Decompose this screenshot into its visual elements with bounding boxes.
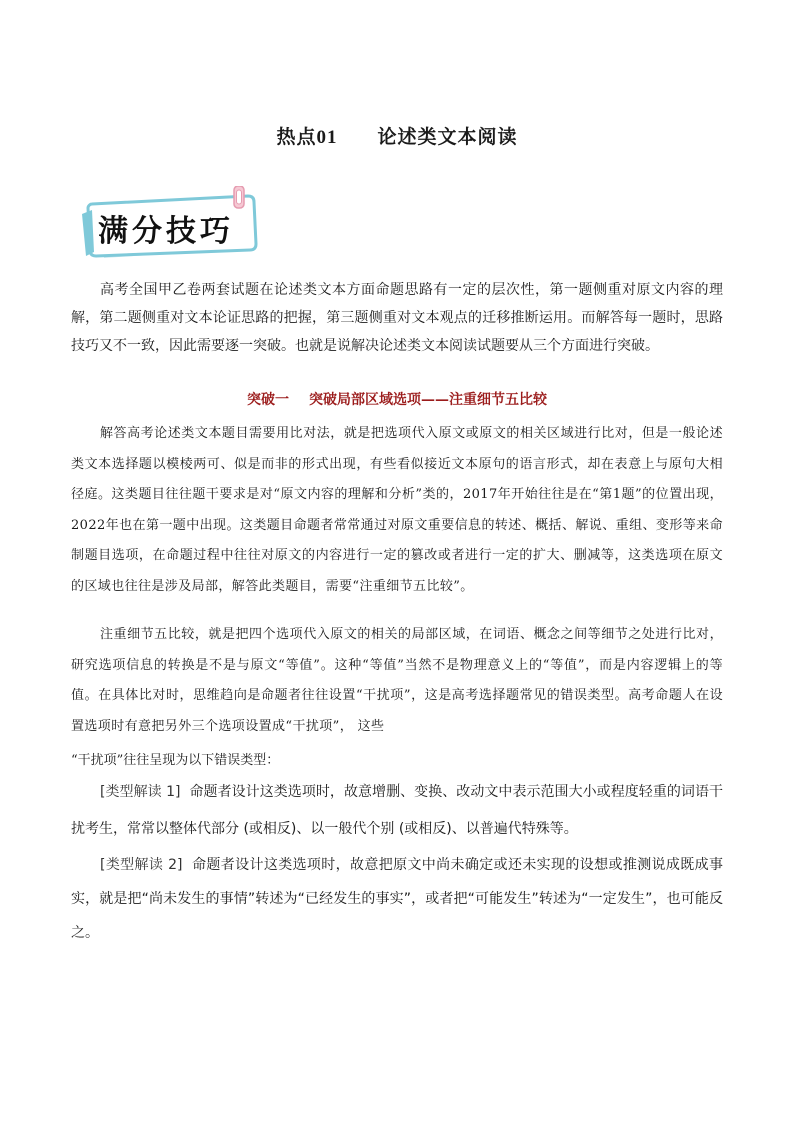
banner-label: 满分技巧	[98, 214, 234, 249]
title-number: 01	[316, 127, 338, 148]
banner-tab	[82, 210, 94, 256]
type-tag-1: [类型解读 1]	[100, 784, 181, 800]
section-heading	[0, 389, 794, 409]
type-interpretation-1	[71, 774, 723, 848]
type-text-1: 命题者设计这类选项时，故意增删、变换、改动文中表示范围大小或程度轻重的词语干扰考生，常常以整体代部分 (或相反)、以一般代个别 (或相反)、以普遍代特殊等。	[71, 784, 724, 837]
body-paragraph-2: 注重细节五比较，就是把四个选项代入原文的相关的局部区域，在词语、概念之间等细节之处进行比对，研究选项信息的转换是不是与原文“等值”。这种“等值”当然不是物理意义上的“等值”，而是内容逻辑上的等值。在具体比对时，思维趋向是命题者往往设置“干扰项”，这是高考选择题常见的错误类型。高考命题人在设置选项时有意把另外三个选项设置成“干扰项”， 这些	[71, 627, 723, 734]
type-text-2: 命题者设计这类选项时，故意把原文中尚未确定或还未实现的设想或推测说成既成事实，就是把“尚未发生的事情”转述为“已经发生的事实”，或者把“可能发生”转述为“一定发生”，也可能反之。	[71, 857, 723, 941]
section-label: 突破一	[247, 392, 289, 408]
type-interpretation-2	[71, 848, 723, 950]
paperclip-icon	[234, 186, 244, 208]
body-paragraph-3: “干扰项”往往呈现为以下错误类型：	[71, 753, 280, 768]
type-tag-2: [类型解读 2]	[100, 857, 183, 873]
intro-paragraph: 高考全国甲乙卷两套试题在论述类文本方面命题思路有一定的层次性，第一题侧重对原文内容的理解，第二题侧重对文本论证思路的把握，第三题侧重对文本观点的迁移推断运用。而解答每一题时，思路技巧又不一致，因此需要逐一突破。也就是说解决论述类文本阅读试题要从三个方面进行突破。	[71, 282, 723, 354]
title-text: 论述类文本阅读	[377, 126, 518, 148]
page-title	[0, 122, 794, 149]
title-prefix: 热点	[276, 126, 317, 148]
section-title: 突破局部区域选项——注重细节五比较	[309, 392, 547, 408]
body-paragraph-1: 解答高考论述类文本题目需要用比对法，就是把选项代入原文或原文的相关区域进行比对，但是一般论述类文本选择题以模棱两可、似是而非的形式出现，有些看似接近文本原句的语言形式，却在表意上与原句大相径庭。这类题目往往题干要求是对“原文内容的理解和分析”类的，2017年开始往往是在“第1题”的位置出现，2022年也在第一题中出现。这类题目命题者常常通过对原文重要信息的转述、概括、解说、重组、变形等来命制题目选项，在命题过程中往往对原文的内容进行一定的篡改或者进行一定的扩大、删减等，这类选项在原文的区域也往往是涉及局部，解答此类题目，需要“注重细节五比较”。	[71, 426, 723, 594]
